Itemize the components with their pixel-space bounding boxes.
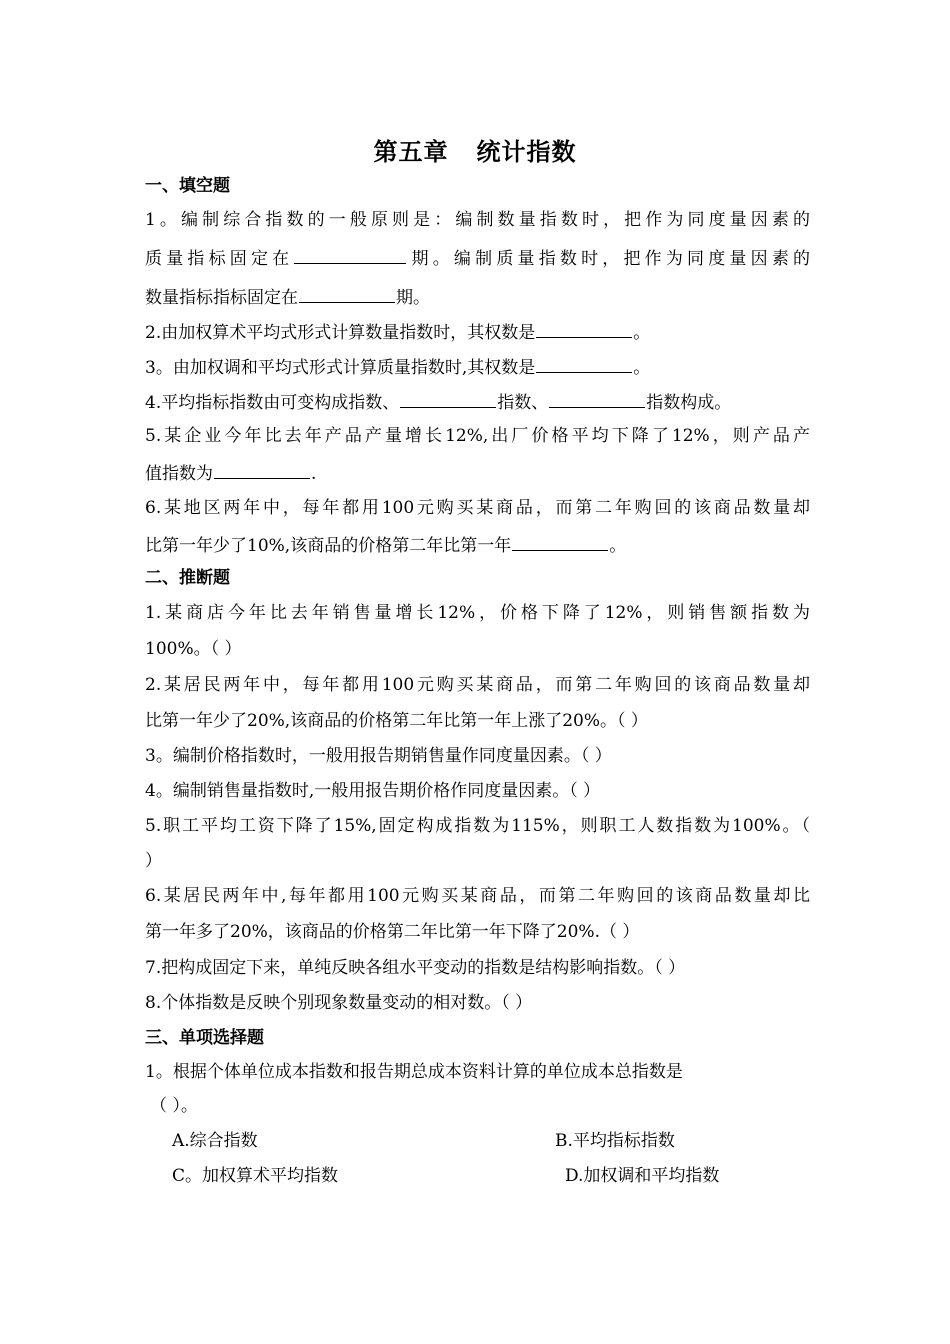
page-title: 第五章 统计指数 — [373, 138, 577, 166]
fill-q1-line1: 1。编制综合指数的一般原则是：编制数量指数时，把作为同度量因素的 — [145, 210, 810, 230]
fill-q4-text-b: 指数、 — [497, 393, 549, 413]
judge-q3: 3。编制价格指数时，一般用报告期销售量作同度量因素。（ ） — [145, 746, 612, 766]
fill-q1-text-a: 质量指标固定在 — [145, 249, 294, 269]
fill-q5-text-b: . — [311, 464, 317, 484]
judge-q5-line1: 5.职工平均工资下降了15%,固定构成指数为115%，则职工人数指数为100%。（ — [145, 816, 810, 836]
choice-q1-line2: （ ）。 — [150, 1096, 198, 1116]
fill-q3-blank[interactable] — [536, 354, 632, 373]
fill-q4-blank-2[interactable] — [549, 389, 645, 408]
fill-q2 — [145, 319, 810, 345]
fill-q2-text-b: 。 — [633, 323, 651, 343]
choice-q1-option-d[interactable]: D.加权调和平均指数 — [565, 1166, 720, 1186]
fill-q2-blank[interactable] — [536, 319, 632, 338]
fill-q6-line2 — [145, 532, 810, 558]
judge-q8: 8.个体指数是反映个别现象数量变动的相对数。（ ） — [145, 993, 533, 1013]
judge-q2-line2: 比第一年少了20%,该商品的价格第二年比第一年上涨了20%。（ ） — [145, 711, 648, 731]
judge-q6-line2: 第一年多了20%，该商品的价格第二年比第一年下降了20%.（ ） — [145, 922, 640, 942]
fill-q3 — [145, 354, 810, 380]
fill-q1-line3 — [145, 284, 810, 310]
judge-q6-line1: 6.某居民两年中,每年都用100元购买某商品，而第二年购回的该商品数量却比 — [145, 886, 810, 906]
fill-q4-text-c: 指数构成。 — [646, 393, 732, 413]
fill-q5-text-a: 值指数为 — [145, 464, 213, 484]
choice-q1-option-a[interactable]: A.综合指数 — [172, 1131, 258, 1151]
fill-q4-text-a: 4.平均指标指数由可变构成指数、 — [145, 393, 400, 413]
section-heading-choice: 三、单项选择题 — [145, 1028, 264, 1048]
fill-q3-text-a: 3。由加权调和平均式形式计算质量指数时,其权数是 — [145, 358, 536, 378]
fill-q5-blank[interactable] — [214, 460, 310, 479]
fill-q4 — [145, 389, 810, 415]
judge-q2-line1: 2.某居民两年中，每年都用100元购买某商品，而第二年购回的该商品数量却 — [145, 675, 810, 695]
section-heading-fill: 一、填空题 — [145, 176, 230, 196]
fill-q6-blank[interactable] — [512, 532, 608, 551]
choice-q1-line1: 1。根据个体单位成本指数和报告期总成本资料计算的单位成本总指数是 — [145, 1062, 683, 1082]
judge-q1-line2: 100%。（ ） — [145, 639, 242, 659]
fill-q4-blank-1[interactable] — [400, 389, 496, 408]
fill-q3-text-b: 。 — [633, 358, 651, 378]
judge-q1-line1: 1.某商店今年比去年销售量增长12%，价格下降了12%，则销售额指数为 — [145, 603, 810, 623]
fill-q1-text-c: 数量指标指标固定在 — [145, 288, 298, 308]
fill-q5-line2 — [145, 460, 810, 486]
choice-q1-option-b[interactable]: B.平均指标指数 — [555, 1131, 675, 1151]
fill-q6-line1: 6.某地区两年中，每年都用100元购买某商品，而第二年购回的该商品数量却 — [145, 498, 810, 518]
fill-q1-text-b: 期。编制质量指数时，把作为同度量因素的 — [407, 249, 810, 269]
section-heading-judge: 二、推断题 — [145, 568, 230, 588]
fill-q6-text-a: 比第一年少了10%,该商品的价格第二年比第一年 — [145, 536, 512, 556]
fill-q1-line2 — [145, 245, 810, 271]
fill-q2-text-a: 2.由加权算术平均式形式计算数量指数时，其权数是 — [145, 323, 536, 343]
fill-q1-blank-2[interactable] — [299, 284, 395, 303]
fill-q5-line1: 5.某企业今年比去年产品产量增长12%,出厂价格平均下降了12%，则产品产 — [145, 426, 810, 446]
judge-q4: 4。编制销售量指数时,一般用报告期价格作同度量因素。（ ） — [145, 781, 601, 801]
fill-q1-blank-1[interactable] — [294, 245, 406, 264]
fill-q1-text-d: 期。 — [396, 288, 430, 308]
judge-q5-line2: ） — [145, 851, 162, 871]
fill-q6-text-b: 。 — [609, 536, 627, 556]
judge-q7: 7.把构成固定下来，单纯反映各组水平变动的指数是结构影响指数。（ ） — [145, 958, 686, 978]
choice-q1-option-c[interactable]: C。加权算术平均指数 — [172, 1166, 339, 1186]
